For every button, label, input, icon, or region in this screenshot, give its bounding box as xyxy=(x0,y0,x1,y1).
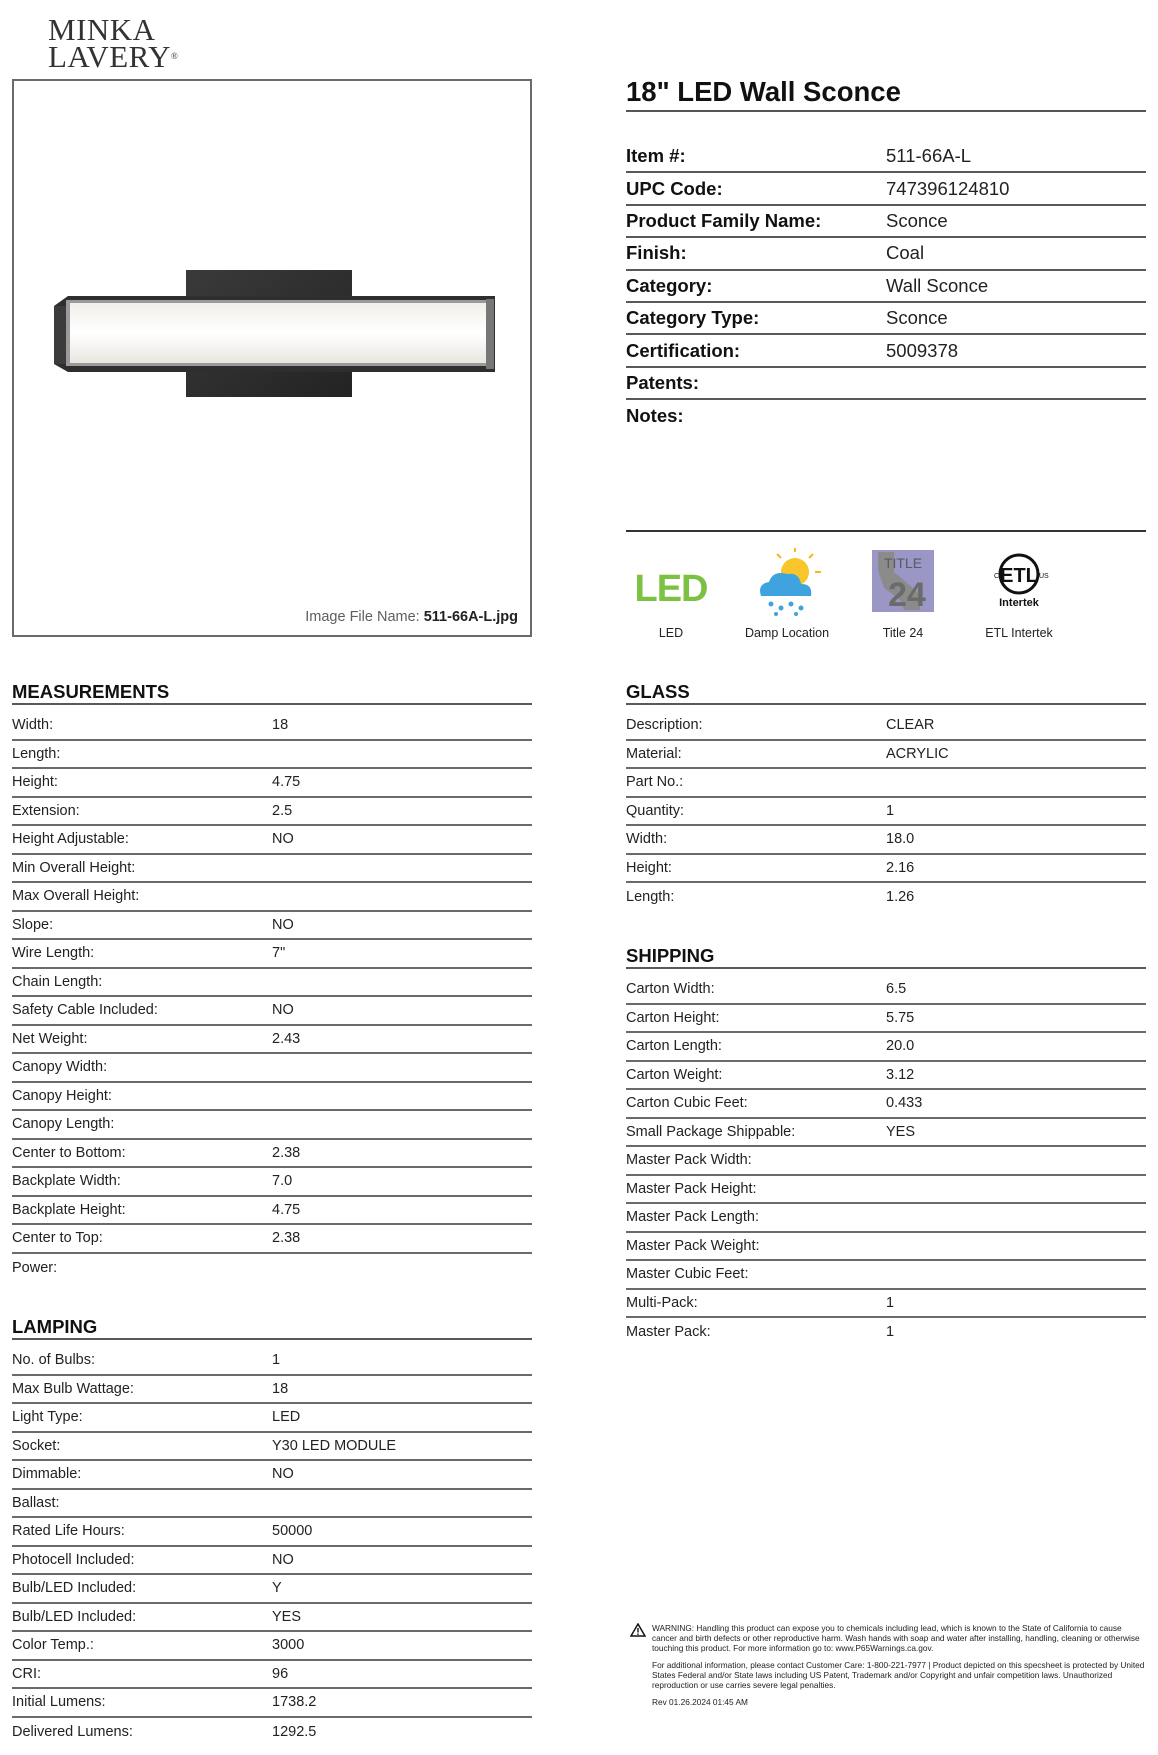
badge-etl-intertek: ETL C US Intertek ETL Intertek xyxy=(964,540,1074,640)
table-row: Height: 2.16 xyxy=(626,855,1146,884)
svg-text:TITLE: TITLE xyxy=(883,555,923,571)
table-row: Material: ACRYLIC xyxy=(626,741,1146,770)
badge-damp-location: Damp Location xyxy=(732,540,842,640)
svg-text:Intertek: Intertek xyxy=(999,597,1039,609)
product-image-frame xyxy=(12,79,532,637)
table-row: Delivered Lumens: 1292.5 xyxy=(12,1723,317,1740)
warning-icon xyxy=(630,1623,646,1637)
etl-intertek-icon xyxy=(984,548,1054,618)
table-row: Bulb/LED Included: Y xyxy=(12,1575,532,1604)
measurements-title: MEASUREMENTS xyxy=(12,678,532,705)
spec-row-notes: Notes: xyxy=(626,405,684,427)
product-spec-table xyxy=(626,141,1146,433)
spec-row-patents: Patents: xyxy=(626,368,1146,400)
table-row: Safety Cable Included: NO xyxy=(12,997,532,1026)
table-row: Description: CLEAR xyxy=(626,712,1146,741)
led-icon: LED xyxy=(634,568,708,610)
table-row: Width: 18.0 xyxy=(626,826,1146,855)
spec-row-family: Product Family Name: Sconce xyxy=(626,206,1146,238)
table-row: Extension: 2.5 xyxy=(12,798,532,827)
table-row: Canopy Length: xyxy=(12,1111,532,1140)
prop65-warning: WARNING: Handling this product can expose you to chemicals including lead, which is known to the State of California to cause cancer and birth defects or other reproductive harm. Wash hands with soap and water after installing, handling, cleaning or otherwise touching this product. For more information go to: www.P65Warnings.ca.gov. xyxy=(630,1623,1146,1653)
table-row: Ballast: xyxy=(12,1490,532,1519)
shipping-section xyxy=(626,942,1146,1347)
table-row: Net Weight: 2.43 xyxy=(12,1026,532,1055)
table-row: Max Bulb Wattage: 18 xyxy=(12,1376,532,1405)
spec-row-category: Category: Wall Sconce xyxy=(626,271,1146,303)
table-row: Photocell Included: NO xyxy=(12,1547,532,1576)
contact-info: For additional information, please contact Customer Care: 1-800-221-7977 | Product depicted on this specsheet is protected by United States Federal and/or State laws including US Patent, Trademark and/or Copyright and unfair competition laws. Unauthorized reproduction or use carries severe legal penalties. xyxy=(652,1660,1145,1690)
shipping-title: SHIPPING xyxy=(626,942,1146,969)
table-row: Center to Top: 2.38 xyxy=(12,1225,532,1254)
lamping-section xyxy=(12,1313,532,1746)
table-row: Carton Width: 6.5 xyxy=(626,976,1146,1005)
table-row: CRI: 96 xyxy=(12,1661,532,1690)
table-row: Carton Height: 5.75 xyxy=(626,1005,1146,1034)
table-row: Dimmable: NO xyxy=(12,1461,532,1490)
table-row: Bulb/LED Included: YES xyxy=(12,1604,532,1633)
table-row: Height Adjustable: NO xyxy=(12,826,532,855)
table-row: Small Package Shippable: YES xyxy=(626,1119,1146,1148)
glass-title: GLASS xyxy=(626,678,1146,705)
table-row: Wire Length: 7" xyxy=(12,940,532,969)
svg-text:C: C xyxy=(994,573,1000,580)
table-row: Center to Bottom: 2.38 xyxy=(12,1140,532,1169)
title-divider xyxy=(626,110,1146,112)
feature-badges xyxy=(616,540,1146,640)
svg-text:ETL: ETL xyxy=(1000,565,1038,587)
badge-title-24: TITLE 24 Title 24 xyxy=(848,540,958,640)
table-row: Backplate Width: 7.0 xyxy=(12,1168,532,1197)
lamping-title: LAMPING xyxy=(12,1313,532,1340)
table-row: Color Temp.: 3000 xyxy=(12,1632,532,1661)
table-row: Min Overall Height: xyxy=(12,855,532,884)
table-row: Width: 18 xyxy=(12,712,532,741)
table-row: Canopy Height: xyxy=(12,1083,532,1112)
table-row: No. of Bulbs: 1 xyxy=(12,1347,532,1376)
product-title: 18" LED Wall Sconce xyxy=(626,76,901,107)
image-file-caption: Image File Name: 511-66A-L.jpg xyxy=(305,609,518,625)
revision-stamp: Rev 01.26.2024 01:45 AM xyxy=(652,1697,748,1707)
table-row: Master Cubic Feet: xyxy=(626,1261,1146,1290)
table-row: Master Pack: 1 xyxy=(626,1324,895,1341)
table-row: Master Pack Height: xyxy=(626,1176,1146,1205)
table-row: Carton Weight: 3.12 xyxy=(626,1062,1146,1091)
table-row: Rated Life Hours: 50000 xyxy=(12,1518,532,1547)
image-file-name: 511-66A-L.jpg xyxy=(423,609,518,625)
table-row: Master Pack Length: xyxy=(626,1204,1146,1233)
table-row: Quantity: 1 xyxy=(626,798,1146,827)
title-24-icon xyxy=(870,548,936,614)
spec-row-certification: Certification: 5009378 xyxy=(626,335,1146,367)
spec-row-upc: UPC Code: 747396124810 xyxy=(626,173,1146,205)
brand-line-2: LAVERY® xyxy=(48,39,179,74)
svg-text:US: US xyxy=(1039,573,1049,580)
table-row: Canopy Width: xyxy=(12,1054,532,1083)
spec-row-category-type: Category Type: Sconce xyxy=(626,303,1146,335)
table-row: Carton Cubic Feet: 0.433 xyxy=(626,1090,1146,1119)
table-row: Light Type: LED xyxy=(12,1404,532,1433)
product-image xyxy=(40,266,520,406)
brand-line-1: MINKA xyxy=(48,12,156,47)
table-row: Backplate Height: 4.75 xyxy=(12,1197,532,1226)
table-row: Chain Length: xyxy=(12,969,532,998)
table-row: Part No.: xyxy=(626,769,1146,798)
table-row: Power: xyxy=(12,1259,58,1276)
brand-logo xyxy=(48,12,179,74)
table-row: Initial Lumens: 1738.2 xyxy=(12,1689,532,1718)
spec-row-item-number: Item #: 511-66A-L xyxy=(626,141,1146,173)
damp-location-icon xyxy=(751,548,823,620)
table-row: Carton Length: 20.0 xyxy=(626,1033,1146,1062)
spec-row-finish: Finish: Coal xyxy=(626,238,1146,270)
table-row: Length: xyxy=(12,741,532,770)
table-row: Slope: NO xyxy=(12,912,532,941)
table-row: Max Overall Height: xyxy=(12,883,532,912)
glass-section xyxy=(626,678,1146,912)
notes-divider xyxy=(626,530,1146,532)
table-row: Height: 4.75 xyxy=(12,769,532,798)
badge-led: LED LED xyxy=(634,568,708,640)
table-row: Socket: Y30 LED MODULE xyxy=(12,1433,532,1462)
table-row: Master Pack Width: xyxy=(626,1147,1146,1176)
table-row: Multi-Pack: 1 xyxy=(626,1290,1146,1319)
table-row: Master Pack Weight: xyxy=(626,1233,1146,1262)
legal-footer xyxy=(630,1623,1146,1707)
table-row: Length: 1.26 xyxy=(626,889,915,906)
svg-text:24: 24 xyxy=(888,576,926,614)
measurements-section xyxy=(12,678,532,1282)
